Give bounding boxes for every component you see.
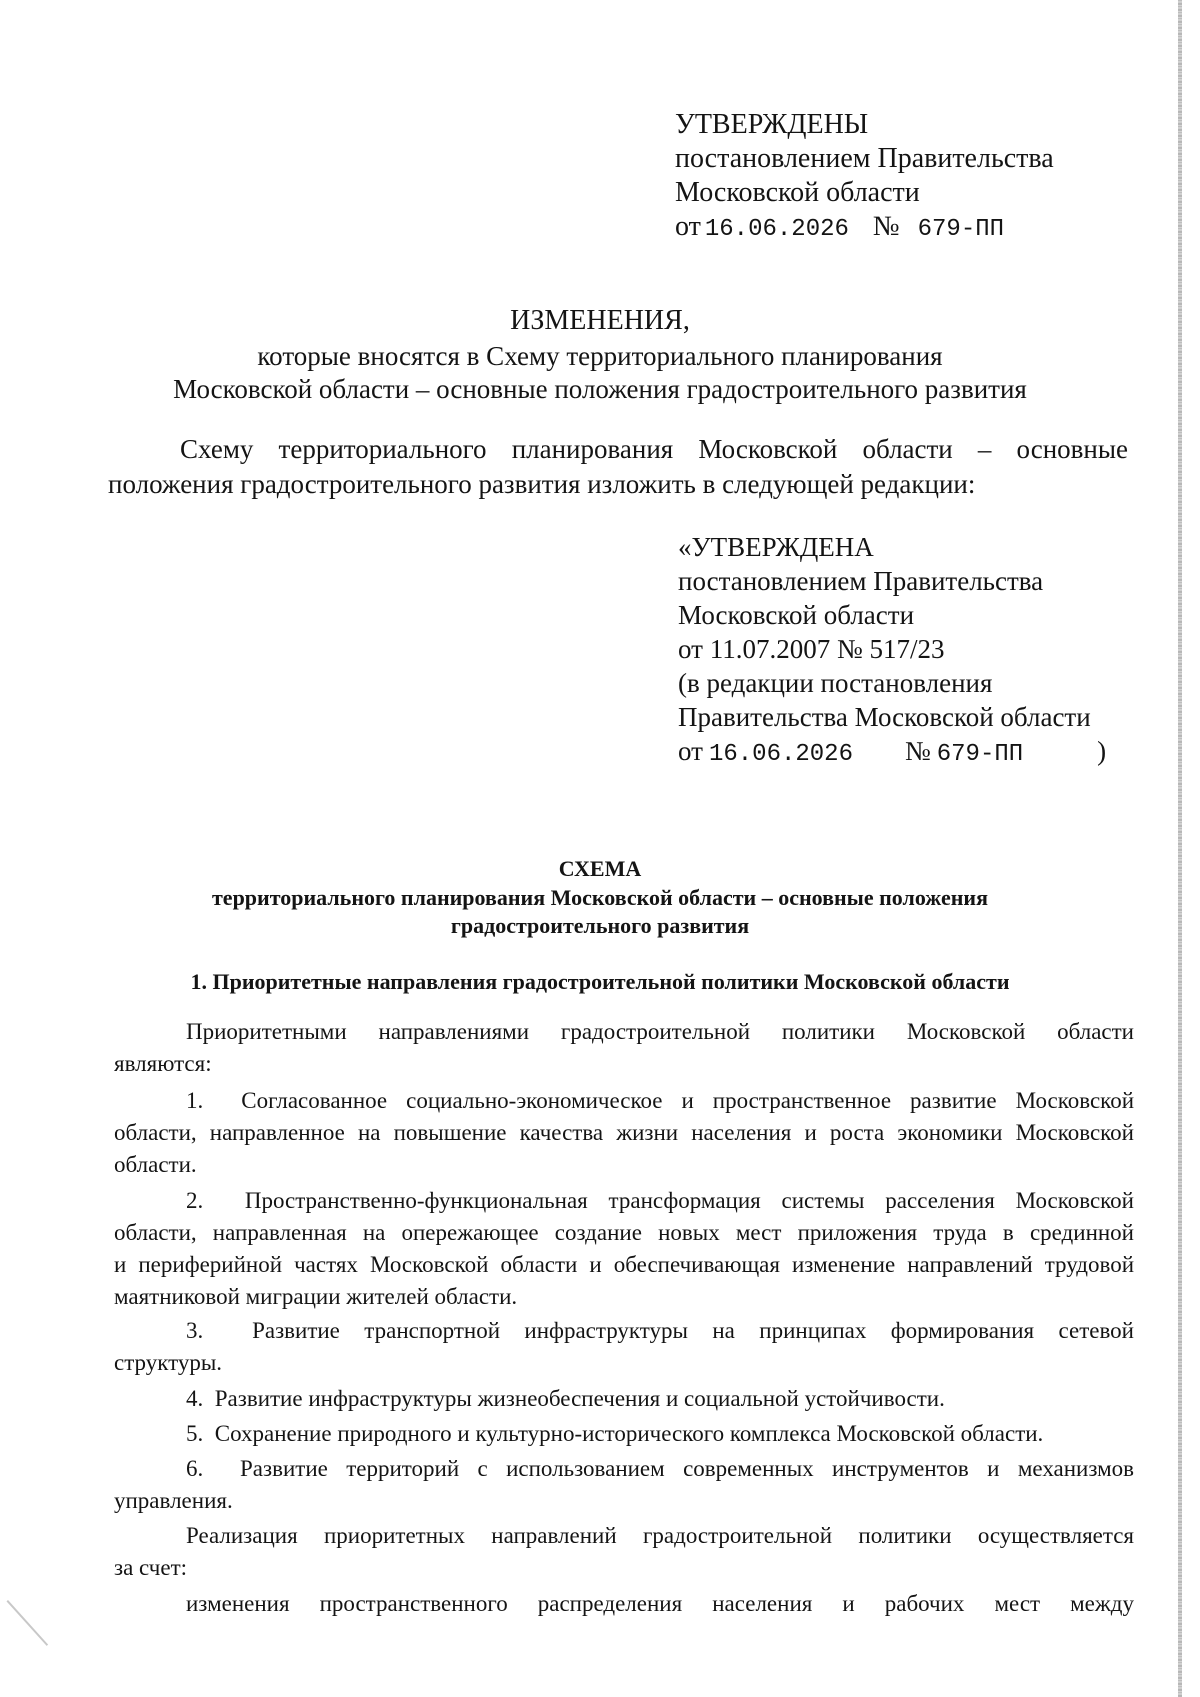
approval-line: Правительства Московской области bbox=[678, 702, 1091, 732]
changes-title: ИЗМЕНЕНИЯ, bbox=[510, 305, 690, 336]
item-line: области, направленная на опережающее создание новых мест приложения труда в срединной bbox=[114, 1220, 1134, 1245]
item-text: Развитие инфраструктуры жизнеобеспечения и социальной устойчивости. bbox=[214, 1386, 945, 1411]
approval-date-line bbox=[675, 210, 1054, 247]
list-item bbox=[114, 1185, 1134, 1313]
body-line: за счет: bbox=[114, 1555, 188, 1580]
section-intro bbox=[114, 1016, 1134, 1080]
approval-date-line bbox=[678, 734, 1106, 772]
approval-date: 16.06.2026 bbox=[708, 741, 853, 768]
date-prefix: от bbox=[675, 211, 701, 242]
item-number: 5. bbox=[186, 1421, 204, 1446]
item-number: 3. bbox=[186, 1318, 204, 1343]
item-line bbox=[114, 1315, 1134, 1347]
intro-paragraph bbox=[108, 432, 1128, 502]
item-text: Развитие территорий с использованием современных инструментов и механизмов bbox=[240, 1456, 1135, 1481]
list-item bbox=[114, 1315, 1134, 1379]
last-paragraph bbox=[114, 1588, 1134, 1620]
list-item bbox=[114, 1383, 1134, 1415]
item-line: структуры. bbox=[114, 1350, 223, 1375]
approval-line: от 11.07.2007 № 517/23 bbox=[678, 634, 945, 664]
schema-subtitle: территориального планирования Московской области – основные положения bbox=[212, 885, 988, 910]
item-number: 2. bbox=[186, 1188, 204, 1213]
list-item bbox=[114, 1085, 1134, 1181]
scan-mark bbox=[7, 1600, 49, 1646]
intro-line: положения градостроительного развития изложить в следующей редакции: bbox=[108, 469, 976, 499]
approval-date: 16.06.2026 bbox=[704, 216, 849, 243]
changes-subtitle: Московской области – основные положения градостроительного развития bbox=[173, 374, 1027, 404]
approval-block-top bbox=[675, 108, 1054, 247]
approval-line: (в редакции постановления bbox=[678, 668, 993, 698]
approval-line: Московской области bbox=[675, 177, 920, 208]
item-text: Пространственно-функциональная трансформация системы расселения Московской bbox=[244, 1188, 1134, 1213]
item-number: 1. bbox=[186, 1088, 204, 1113]
item-line: маятниковой миграции жителей области. bbox=[114, 1284, 518, 1309]
item-line bbox=[114, 1453, 1134, 1485]
item-text: Согласованное социально-экономическое и пространственное развитие Московской bbox=[241, 1088, 1134, 1113]
approval-number: 679-ПП bbox=[936, 741, 1024, 768]
list-item bbox=[114, 1418, 1134, 1450]
approval-line: постановлением Правительства bbox=[678, 566, 1044, 596]
item-number: 4. bbox=[186, 1386, 204, 1411]
approval-title: УТВЕРЖДЕНЫ bbox=[675, 109, 869, 140]
schema-subtitle: градостроительного развития bbox=[450, 913, 750, 938]
date-prefix: от bbox=[678, 736, 703, 766]
body-line: Приоритетными направлениями градостроительной политики Московской области bbox=[186, 1019, 1134, 1044]
body-line: Реализация приоритетных направлений градостроительной политики осуществляется bbox=[186, 1523, 1134, 1548]
number-sign: № bbox=[904, 736, 931, 766]
item-line: и периферийной частях Московской области и обеспечивающая изменение направлений трудовой bbox=[114, 1252, 1134, 1277]
item-line bbox=[114, 1185, 1134, 1217]
item-line: управления. bbox=[114, 1488, 233, 1513]
item-text: Сохранение природного и культурно-исторического комплекса Московской области. bbox=[214, 1421, 1044, 1446]
item-line bbox=[114, 1085, 1134, 1117]
approval-line: постановлением Правительства bbox=[675, 143, 1054, 174]
approval-block-bottom bbox=[678, 530, 1106, 772]
section-heading: 1. Приоритетные направления градостроительной политики Московской области bbox=[190, 969, 1010, 994]
item-line: области, направленное на повышение качества жизни населения и роста экономики Московской bbox=[114, 1120, 1134, 1145]
realization-paragraph bbox=[114, 1520, 1134, 1584]
approval-number: 679-ПП bbox=[917, 216, 1005, 243]
item-number: 6. bbox=[186, 1456, 204, 1481]
item-text: Развитие транспортной инфраструктуры на принципах формирования сетевой bbox=[252, 1318, 1134, 1343]
closing-paren: ) bbox=[1097, 736, 1107, 766]
scan-edge bbox=[1178, 0, 1182, 1697]
body-line: являются: bbox=[114, 1051, 212, 1076]
item-line bbox=[114, 1383, 1134, 1415]
body-line: изменения пространственного распределения населения и рабочих мест между bbox=[186, 1591, 1134, 1616]
item-line bbox=[114, 1418, 1134, 1450]
intro-line: Схему территориального планирования Московской области – основные bbox=[180, 434, 1128, 464]
approval-title: «УТВЕРЖДЕНА bbox=[678, 532, 874, 562]
number-sign: № bbox=[872, 211, 900, 242]
approval-line: Московской области bbox=[678, 600, 915, 630]
list-item bbox=[114, 1453, 1134, 1517]
item-line: области. bbox=[114, 1152, 197, 1177]
changes-subtitle: которые вносятся в Схему территориального планирования bbox=[257, 341, 943, 371]
schema-title: СХЕМА bbox=[558, 856, 642, 881]
